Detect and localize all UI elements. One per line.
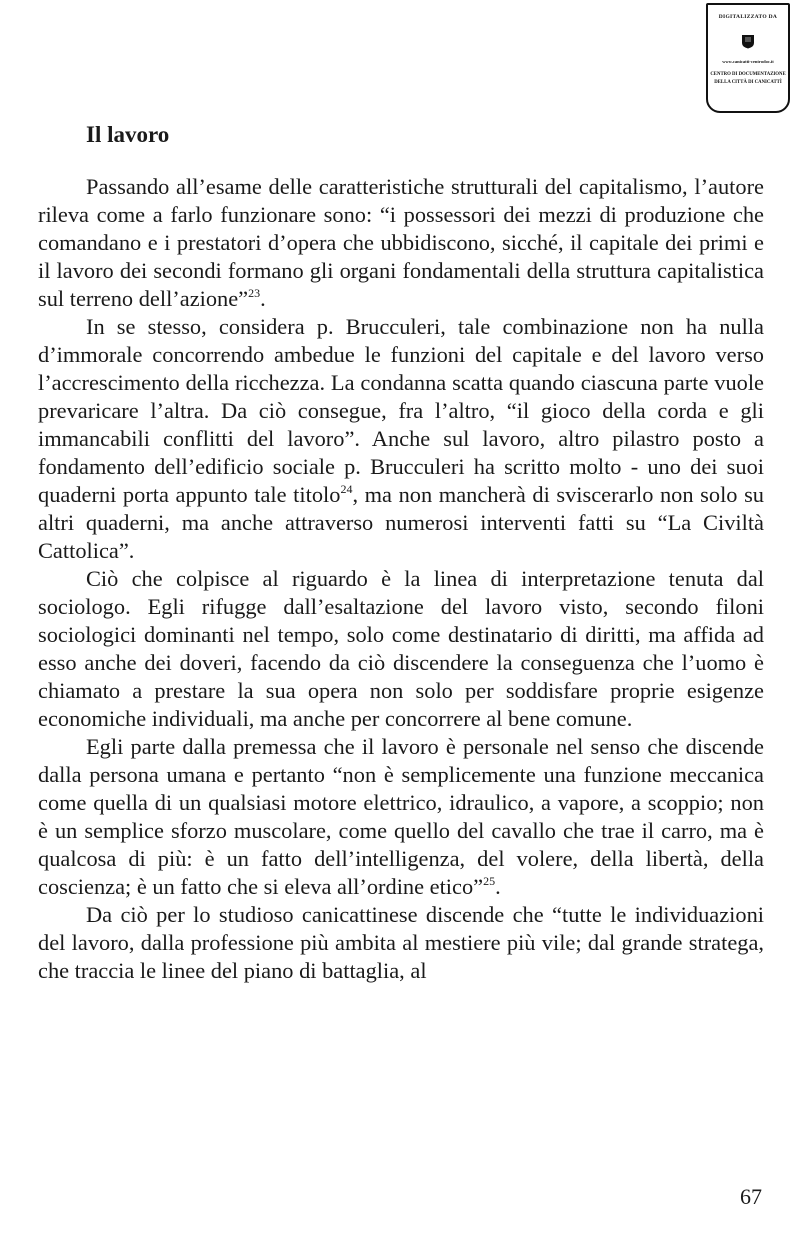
- paragraph-3: Ciò che colpisce al riguardo è la linea di interpretazione tenuta dal sociologo. Egli rifugge dall’esaltazione del lavoro visto, secondo filoni sociologici dominanti nel tempo, solo come destinatario di diritti, ma affida ad esso anche dei doveri, facendo da ciò discendere la conseguenza che l’uomo è chiamato a prestare la sua opera non solo per soddisfare proprie esigenze economiche individuali, ma anche per concorrere al bene comune.: [38, 566, 764, 731]
- city-crest-icon: [741, 34, 755, 49]
- stamp-top-text: DIGITALIZZATO DA: [718, 14, 778, 20]
- stamp-line-1: CENTRO DI DOCUMENTAZIONE: [710, 72, 786, 77]
- paragraph-2: In se stesso, considera p. Brucculeri, tale combinazione non ha nulla d’immorale concorrendo ambedue le funzioni del capitale e del lavoro verso l’accrescimento della ricchezza. La condanna scatta quando ciascuna parte vuole prevaricare l’altra. Da ciò consegue, fra l’altro, “il gioco della corda e gli immancabili conflitti del lavoro”. Anche sul lavoro, altro pilastro posto a fondamento dell’edificio sociale p. Brucculeri ha scritto molto - uno dei suoi quaderni porta appunto tale titolo$^{24}$, ma non mancherà di sviscerarlo non solo su altri quaderni, ma anche attraverso numerosi interventi fatti su “La Civiltà Cattolica”.: [38, 314, 764, 563]
- stamp-url: www.canicatti-centrodoc.it: [722, 59, 774, 64]
- section-heading: Il lavoro: [86, 122, 170, 147]
- page-number: 67: [740, 1184, 762, 1209]
- digitization-stamp: [706, 3, 790, 113]
- paragraph-1: Passando all’esame delle caratteristiche strutturali del capitalismo, l’autore rileva come a farlo funzionare sono: “i possessori dei mezzi di produzione che comandano e i prestatori d’opera che ubbidiscono, sicché, il capitale dei primi e il lavoro dei secondi formano gli organi fondamentali della struttura capitalistica sul terreno dell’azione”$^{23}$.: [38, 174, 764, 311]
- paragraph-5: Da ciò per lo studioso canicattinese discende che “tutte le individuazioni del lavoro, dalla professione più ambita al mestiere più vile; dal grande stratega, che traccia le linee del piano di battaglia, al: [38, 902, 764, 983]
- footnote-ref-25: 25: [483, 874, 496, 888]
- paragraph-4: Egli parte dalla premessa che il lavoro è personale nel senso che discende dalla persona umana e pertanto “non è semplicemente una funzione meccanica come quella di un qualsiasi motore elettrico, idraulico, a vapore, a scoppio; non è un semplice sforzo muscolare, come quello del cavallo che trae il carro, ma è qualcosa di più: è un fatto dell’intelligenza, del volere, della libertà, della coscienza; è un fatto che si eleva all’ordine etico”$^{25}$.: [38, 734, 764, 899]
- body-text: [38, 173, 764, 985]
- footnote-ref-24: 24: [340, 482, 353, 496]
- stamp-line-2: DELLA CITTÀ DI CANICATTÌ: [714, 80, 782, 85]
- footnote-ref-23: 23: [248, 286, 261, 300]
